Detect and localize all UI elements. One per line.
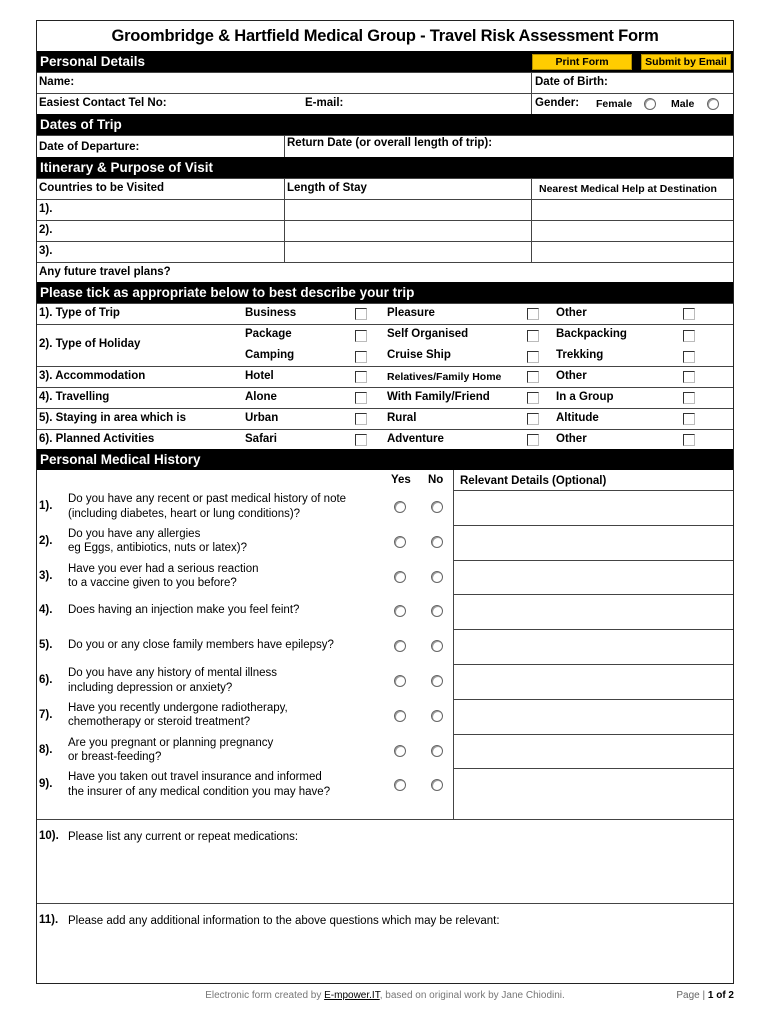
question-line-2: (including diabetes, heart or lung conditions)? <box>68 507 301 520</box>
email-label: E-mail: <box>305 97 344 109</box>
section-medical <box>37 449 733 470</box>
altitude-checkbox[interactable] <box>683 413 695 425</box>
travelling-label: 4). Travelling <box>39 391 110 403</box>
question-text <box>68 492 346 521</box>
package-label: Package <box>245 328 292 340</box>
no-radio[interactable] <box>431 640 443 652</box>
itinerary-row-2[interactable] <box>37 220 733 241</box>
medical-question-row <box>37 629 733 664</box>
backpacking-checkbox[interactable] <box>683 330 695 342</box>
future-plans-row[interactable] <box>37 262 733 282</box>
question-line-2: the insurer of any medical condition you may have? <box>68 785 331 798</box>
female-label: Female <box>596 98 633 110</box>
medical-question-row <box>37 525 733 560</box>
details-field[interactable] <box>454 665 733 699</box>
tel-label: Easiest Contact Tel No: <box>39 97 167 109</box>
q10-row[interactable] <box>37 819 733 903</box>
future-plans-label: Any future travel plans? <box>39 266 171 278</box>
yes-radio[interactable] <box>394 710 406 722</box>
question-text <box>68 562 259 591</box>
medical-question-row <box>37 699 733 734</box>
tick-row-type-of-holiday <box>37 324 733 366</box>
question-line-2: including depression or anxiety? <box>68 681 233 694</box>
section-tick-heading: Please tick as appropriate below to best describe your trip <box>40 285 415 300</box>
details-field[interactable] <box>454 526 733 560</box>
relatives-checkbox[interactable] <box>527 371 539 383</box>
relatives-label: Relatives/Family Home <box>387 371 502 383</box>
print-form-button[interactable]: Print Form <box>532 54 632 70</box>
details-field[interactable] <box>454 735 733 769</box>
question-number: 6). <box>39 674 53 686</box>
no-radio[interactable] <box>431 675 443 687</box>
other-accommodation-checkbox[interactable] <box>683 371 695 383</box>
cruise-ship-label: Cruise Ship <box>387 349 451 361</box>
tick-row-activities <box>37 429 733 449</box>
question-line-1: Do you or any close family members have epilepsy? <box>68 639 334 652</box>
section-tick <box>37 282 733 303</box>
other-activities-checkbox[interactable] <box>683 434 695 446</box>
tick-row-accommodation <box>37 366 733 387</box>
medical-questions-table <box>37 470 733 819</box>
question-number: 1). <box>39 500 53 512</box>
return-label: Return Date (or overall length of trip): <box>287 137 493 149</box>
question-line-1: Have you recently undergone radiotherapy, <box>68 701 288 714</box>
urban-label: Urban <box>245 412 279 424</box>
question-number: 2). <box>39 534 53 547</box>
details-field[interactable] <box>454 491 733 525</box>
other-activities-label: Other <box>556 433 587 445</box>
question-text <box>68 666 277 695</box>
trekking-checkbox[interactable] <box>683 351 695 363</box>
type-of-holiday-label: 2). Type of Holiday <box>39 338 141 350</box>
in-a-group-label: In a Group <box>556 391 614 403</box>
business-checkbox[interactable] <box>355 308 367 320</box>
credit-suffix: , based on original work by Jane Chiodini. <box>379 990 565 1001</box>
medical-question-row <box>37 560 733 595</box>
yes-radio[interactable] <box>394 605 406 617</box>
question-number: 7). <box>39 708 53 721</box>
details-field[interactable] <box>454 630 733 664</box>
accommodation-label: 3). Accommodation <box>39 370 146 382</box>
question-number: 4). <box>39 604 53 617</box>
hotel-label: Hotel <box>245 370 274 382</box>
section-personal-heading: Personal Details <box>40 54 146 69</box>
name-label: Name: <box>39 76 75 88</box>
question-text <box>68 638 334 653</box>
no-radio[interactable] <box>431 571 443 583</box>
question-line-2: to a vaccine given to you before? <box>68 577 237 590</box>
question-number: 8). <box>39 743 53 756</box>
medical-question-row <box>37 664 733 699</box>
credit-link[interactable]: E-mpower.IT <box>324 990 380 1001</box>
adventure-checkbox[interactable] <box>527 434 539 446</box>
col-countries: Countries to be Visited <box>39 182 165 194</box>
female-radio[interactable] <box>644 98 656 110</box>
departure-label: Date of Departure: <box>39 141 140 153</box>
footer-credit <box>36 990 734 1001</box>
male-radio[interactable] <box>707 98 719 110</box>
tick-row-staying <box>37 408 733 429</box>
no-radio[interactable] <box>431 536 443 548</box>
credit-prefix: Electronic form created by <box>205 990 325 1001</box>
question-line-2: chemotherapy or steroid treatment? <box>68 716 251 729</box>
tel-field[interactable] <box>177 94 297 114</box>
adventure-label: Adventure <box>387 433 444 445</box>
trekking-label: Trekking <box>556 349 604 361</box>
altitude-label: Altitude <box>556 412 599 424</box>
activities-label: 6). Planned Activities <box>39 433 155 445</box>
medical-question-row <box>37 768 733 803</box>
itinerary-row-3[interactable] <box>37 241 733 262</box>
itinerary-row-num: 1). <box>39 203 53 215</box>
no-radio[interactable] <box>431 710 443 722</box>
question-line-2: eg Eggs, antibiotics, nuts or latex)? <box>68 542 247 555</box>
self-organised-checkbox[interactable] <box>527 330 539 342</box>
question-line-1: Does having an injection make you feel feint? <box>68 604 300 617</box>
form-title: Groombridge & Hartfield Medical Group - Travel Risk Assessment Form <box>111 27 659 45</box>
safari-checkbox[interactable] <box>355 434 367 446</box>
cruise-ship-checkbox[interactable] <box>527 351 539 363</box>
submit-email-button[interactable]: Submit by Email <box>641 54 731 70</box>
tick-row-type-of-trip <box>37 303 733 324</box>
travel-risk-form <box>36 20 734 984</box>
yes-radio[interactable] <box>394 571 406 583</box>
details-field[interactable] <box>454 700 733 734</box>
question-line-1: Do you have any history of mental illness <box>68 667 278 679</box>
other-trip-label: Other <box>556 307 587 319</box>
question-line-1: Do you have any allergies <box>68 527 201 540</box>
in-a-group-checkbox[interactable] <box>683 392 695 404</box>
question-number: 5). <box>39 639 53 652</box>
section-itinerary <box>37 157 733 178</box>
yes-radio[interactable] <box>394 640 406 652</box>
itinerary-header-row <box>37 178 733 199</box>
with-family-checkbox[interactable] <box>527 392 539 404</box>
row-contact <box>37 93 733 114</box>
tick-row-travelling <box>37 387 733 408</box>
q11-text: Please add any additional information to the above questions which may be relevant: <box>68 915 500 927</box>
pleasure-checkbox[interactable] <box>527 308 539 320</box>
question-text <box>68 603 299 618</box>
backpacking-label: Backpacking <box>556 328 627 340</box>
other-trip-checkbox[interactable] <box>683 308 695 320</box>
question-line-1: Have you taken out travel insurance and informed <box>68 771 322 784</box>
other-accommodation-label: Other <box>556 370 587 382</box>
q11-num: 11). <box>39 914 59 926</box>
yes-header: Yes <box>391 474 411 486</box>
alone-label: Alone <box>245 391 277 403</box>
question-text <box>68 770 330 799</box>
with-family-label: With Family/Friend <box>387 391 490 403</box>
section-itinerary-heading: Itinerary & Purpose of Visit <box>40 160 214 175</box>
name-field[interactable] <box>97 73 527 93</box>
question-number: 9). <box>39 778 53 791</box>
urban-checkbox[interactable] <box>355 413 367 425</box>
question-line-2: or breast-feeding? <box>68 751 162 764</box>
no-radio[interactable] <box>431 605 443 617</box>
type-of-trip-label: 1). Type of Trip <box>39 307 120 319</box>
section-medical-heading: Personal Medical History <box>40 452 201 467</box>
yes-radio[interactable] <box>394 779 406 791</box>
page-indicator: Page | 1 of 2 <box>676 990 734 1001</box>
yes-radio[interactable] <box>394 536 406 548</box>
rural-checkbox[interactable] <box>527 413 539 425</box>
question-line-1: Do you have any recent or past medical history of note <box>68 493 347 505</box>
section-dates <box>37 114 733 135</box>
question-number: 3). <box>39 569 53 582</box>
itinerary-row-1[interactable] <box>37 199 733 220</box>
question-line-1: Are you pregnant or planning pregnancy <box>68 736 274 749</box>
col-length: Length of Stay <box>287 182 367 194</box>
staying-label: 5). Staying in area which is <box>39 412 186 424</box>
dob-label: Date of Birth: <box>535 76 608 88</box>
q10-num: 10). <box>39 830 59 842</box>
q10-text: Please list any current or repeat medications: <box>68 831 299 843</box>
details-header: Relevant Details (Optional) <box>460 475 607 487</box>
medical-question-row <box>37 734 733 769</box>
email-field[interactable] <box>352 94 527 114</box>
yes-radio[interactable] <box>394 501 406 513</box>
no-radio[interactable] <box>431 501 443 513</box>
no-header: No <box>428 474 444 486</box>
medical-question-row <box>37 594 733 629</box>
gender-label: Gender: <box>535 97 580 109</box>
details-field[interactable] <box>454 561 733 595</box>
details-field[interactable] <box>454 769 733 803</box>
question-text <box>68 527 247 556</box>
col-medical: Nearest Medical Help at Destination <box>539 183 717 195</box>
safari-label: Safari <box>245 433 277 445</box>
page-value: 1 of 2 <box>707 990 734 1001</box>
itinerary-row-num: 2). <box>39 224 53 236</box>
page-label: Page <box>676 990 700 1001</box>
details-field[interactable] <box>454 595 733 629</box>
section-personal-details <box>37 51 733 72</box>
rural-label: Rural <box>387 412 417 424</box>
no-radio[interactable] <box>431 779 443 791</box>
row-name-dob <box>37 72 733 93</box>
medical-question-row <box>37 490 733 525</box>
hotel-checkbox[interactable] <box>355 371 367 383</box>
alone-checkbox[interactable] <box>355 392 367 404</box>
section-dates-heading: Dates of Trip <box>40 117 122 132</box>
yes-radio[interactable] <box>394 745 406 757</box>
camping-label: Camping <box>245 349 295 361</box>
yes-radio[interactable] <box>394 675 406 687</box>
package-checkbox[interactable] <box>355 330 367 342</box>
row-dates <box>37 135 733 157</box>
itinerary-row-num: 3). <box>39 245 53 257</box>
dob-field[interactable] <box>615 73 733 93</box>
camping-checkbox[interactable] <box>355 351 367 363</box>
question-line-1: Have you ever had a serious reaction <box>68 562 259 575</box>
question-text <box>68 736 273 765</box>
business-label: Business <box>245 307 297 319</box>
no-radio[interactable] <box>431 745 443 757</box>
question-text <box>68 701 288 730</box>
male-label: Male <box>671 98 695 110</box>
pleasure-label: Pleasure <box>387 307 435 319</box>
self-organised-label: Self Organised <box>387 328 469 340</box>
